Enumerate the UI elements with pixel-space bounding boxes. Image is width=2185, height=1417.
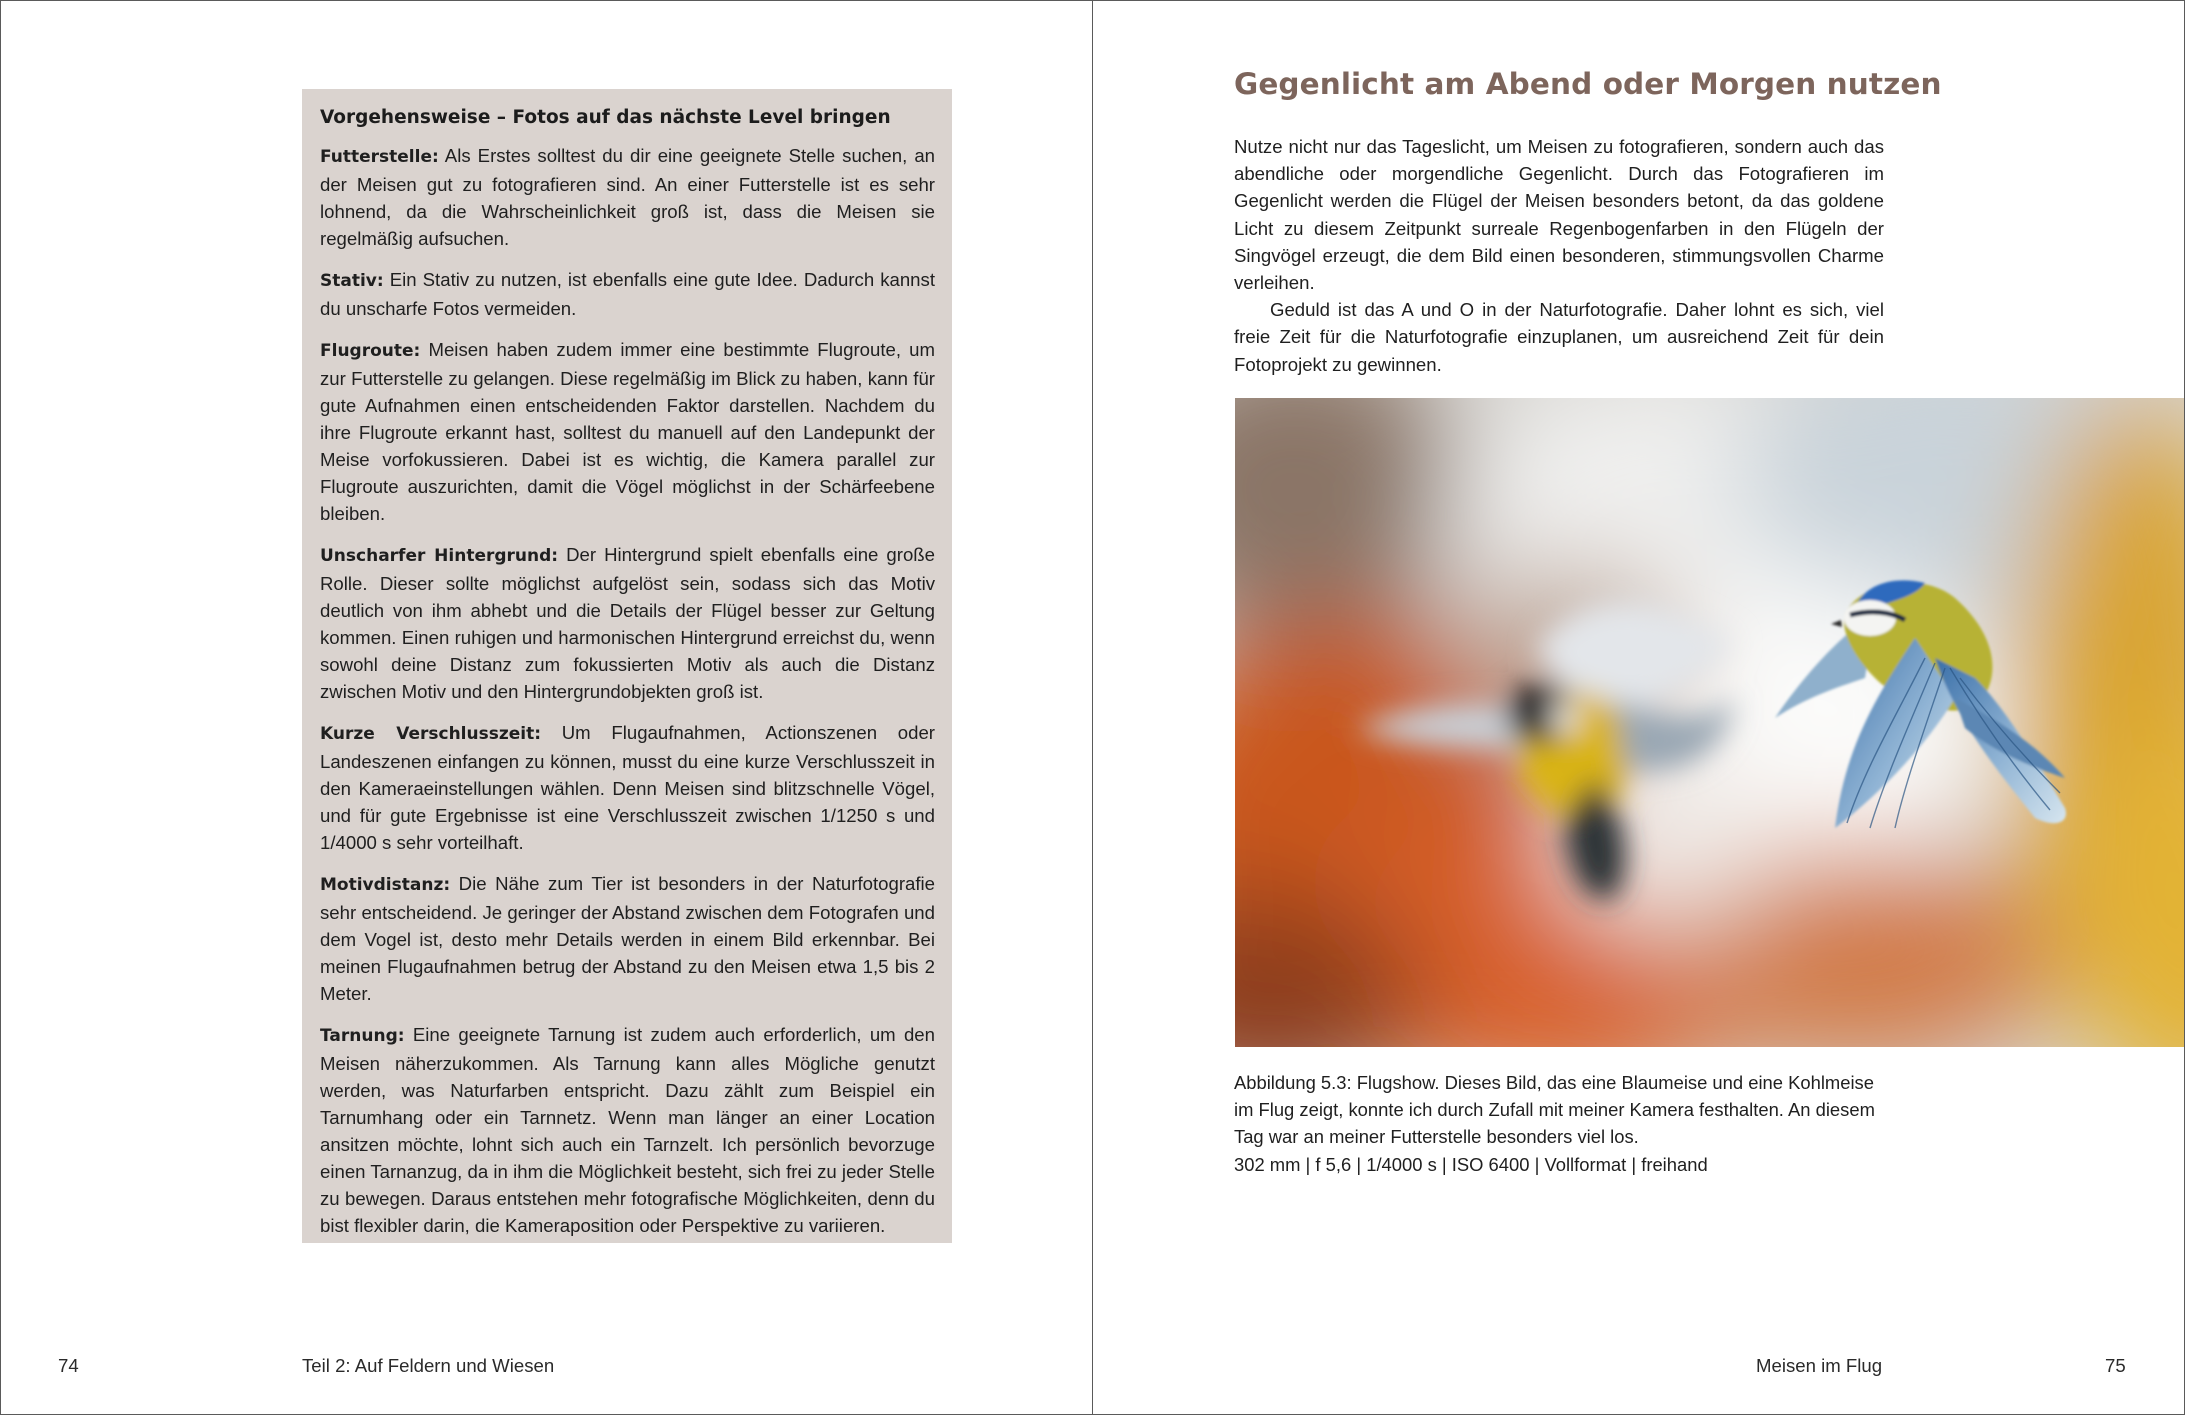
procedure-item-text: Die Nähe zum Tier ist besonders in der Naturfotografie sehr entscheidend. Je geringer der Abstand zwischen dem Fotografen und dem Vogel ist, desto mehr Details werden in einem Bild erkennbar. Bei meinen Flugaufnahmen betrug der Abstand zu den Meisen etwa 1,5 bis 2 Meter. — [320, 872, 935, 1005]
body-paragraph: Nutze nicht nur das Tageslicht, um Meisen zu fotografieren, sondern auch das abendliche oder morgendliche Gegenlicht. Durch das Fotografieren im Gegenlicht werden die Flügel der Meisen besonders betont, da das goldene Licht zu diesem Zeitpunkt surreale Regenbogenfarben in den Flügeln der Singvögel erzeugt, die dem Bild einen besonderen, stimmungsvollen Charme verleihen. — [1234, 136, 1884, 294]
procedure-item-term: Futterstelle: — [320, 147, 439, 167]
body-paragraph: Geduld ist das A und O in der Naturfotografie. Daher lohnt es sich, viel freie Zeit für die Naturfotografie einzuplanen, um ausreichend Zeit für dein Fotoprojekt zu gewinnen. — [1234, 299, 1884, 375]
section-heading: Gegenlicht am Abend oder Morgen nutzen — [1234, 67, 1942, 101]
caption-exif: 302 mm | f 5,6 | 1/4000 s | ISO 6400 | Vollformat | freihand — [1234, 1153, 1708, 1175]
procedure-item — [320, 266, 935, 322]
running-head-left: Teil 2: Auf Feldern und Wiesen — [302, 1355, 555, 1376]
procedure-item — [320, 142, 935, 252]
procedure-list — [320, 142, 935, 1239]
right-page — [1092, 0, 2185, 1415]
procedure-item-text: Um Flugaufnahmen, Actionszenen oder Landeszenen einfangen zu können, musst du eine kurze Verschlusszeit in den Kameraeinstellungen wählen. Denn Meisen sind blitzschnelle Vögel, und für gute Ergebnisse ist eine Verschlusszeit zwischen 1/1250 s und 1/4000 s sehr vorteilhaft. — [320, 721, 935, 854]
procedure-box — [302, 89, 952, 1243]
photo-illustration — [1235, 398, 2185, 1047]
procedure-item — [320, 541, 935, 706]
page-number-left: 74 — [58, 1355, 79, 1376]
procedure-item-text: Ein Stativ zu nutzen, ist ebenfalls eine gute Idee. Dadurch kannst du unscharfe Fotos vermeiden. — [320, 268, 935, 319]
left-page — [0, 0, 1094, 1415]
procedure-item-text: Meisen haben zudem immer eine bestimmte Flugroute, um zur Futterstelle zu gelangen. Diese regelmäßig im Blick zu haben, kann für gute Aufnahmen einen entscheidenden Faktor darstellen. Nachdem du ihre Flugroute erkannt hast, solltest du manuell auf den Landepunkt der Meise vorfokussieren. Dabei ist es wichtig, die Kamera parallel zur Flugroute auszurichten, damit die Vögel möglichst in der Schärfeebene bleiben. — [320, 338, 935, 525]
procedure-item-text: Eine geeignete Tarnung ist zudem auch erforderlich, um den Meisen näherzukommen. Als Tarnung kann alles Mögliche genutzt werden, was Naturfarben entspricht. Dazu zählt zum Beispiel ein Tarnumhang oder ein Tarnnetz. Wenn man länger an einer Location ansitzen möchte, lohnt sich auch ein Tarnzelt. Ich persönlich bevorzuge einen Tarnanzug, da in ihm die Möglichkeit besteht, sich frei zu jeder Stelle zu bewegen. Daraus entstehen mehr fotografische Möglichkeiten, denn du bist flexibler darin, die Kameraposition oder Perspektive zu variieren. — [320, 1023, 935, 1237]
procedure-item-text: Als Erstes solltest du dir eine geeignete Stelle suchen, an der Meisen gut zu fotografieren sind. An einer Futterstelle ist es sehr lohnend, da die Wahrscheinlichkeit groß ist, dass die Meisen sie regelmäßig aufsuchen. — [320, 145, 935, 250]
procedure-item-term: Motivdistanz: — [320, 874, 451, 895]
procedure-item-text: Der Hintergrund spielt ebenfalls eine große Rolle. Dieser sollte möglichst aufgelöst sein, sodass sich das Motiv deutlich von ihm abhebt und die Details der Flügel besser zur Geltung kommen. Einen ruhigen und harmonischen Hintergrund erreichst du, wenn sowohl deine Distanz zum fokussierten Motiv als auch die Distanz zwischen Motiv und den Hintergrundobjekten groß ist. — [320, 543, 935, 703]
procedure-item — [320, 1021, 935, 1240]
procedure-item — [320, 870, 935, 1007]
procedure-item-term: Tarnung: — [320, 1025, 405, 1046]
bird-photo — [1235, 398, 2185, 1047]
figure-caption — [1234, 1069, 1894, 1178]
procedure-item — [320, 336, 935, 528]
caption-text: Abbildung 5.3: Flugshow. Dieses Bild, das eine Blaumeise und eine Kohlmeise im Flug zeigt, konnte ich durch Zufall mit meiner Kamera festhalten. An diesem Tag war an meiner Futterstelle besonders viel los. — [1234, 1072, 1875, 1148]
procedure-item-term: Unscharfer Hintergrund: — [320, 545, 559, 566]
body-text — [1234, 133, 1884, 378]
procedure-item-term: Flugroute: — [320, 340, 421, 361]
procedure-box-title: Vorgehensweise – Fotos auf das nächste Level bringen — [320, 107, 891, 128]
procedure-item-term: Kurze Verschlusszeit: — [320, 723, 542, 744]
procedure-item — [320, 719, 935, 856]
procedure-item-term: Stativ: — [320, 270, 384, 291]
page-number-right: 75 — [2105, 1355, 2126, 1376]
running-head-right: Meisen im Flug — [1756, 1355, 1883, 1376]
